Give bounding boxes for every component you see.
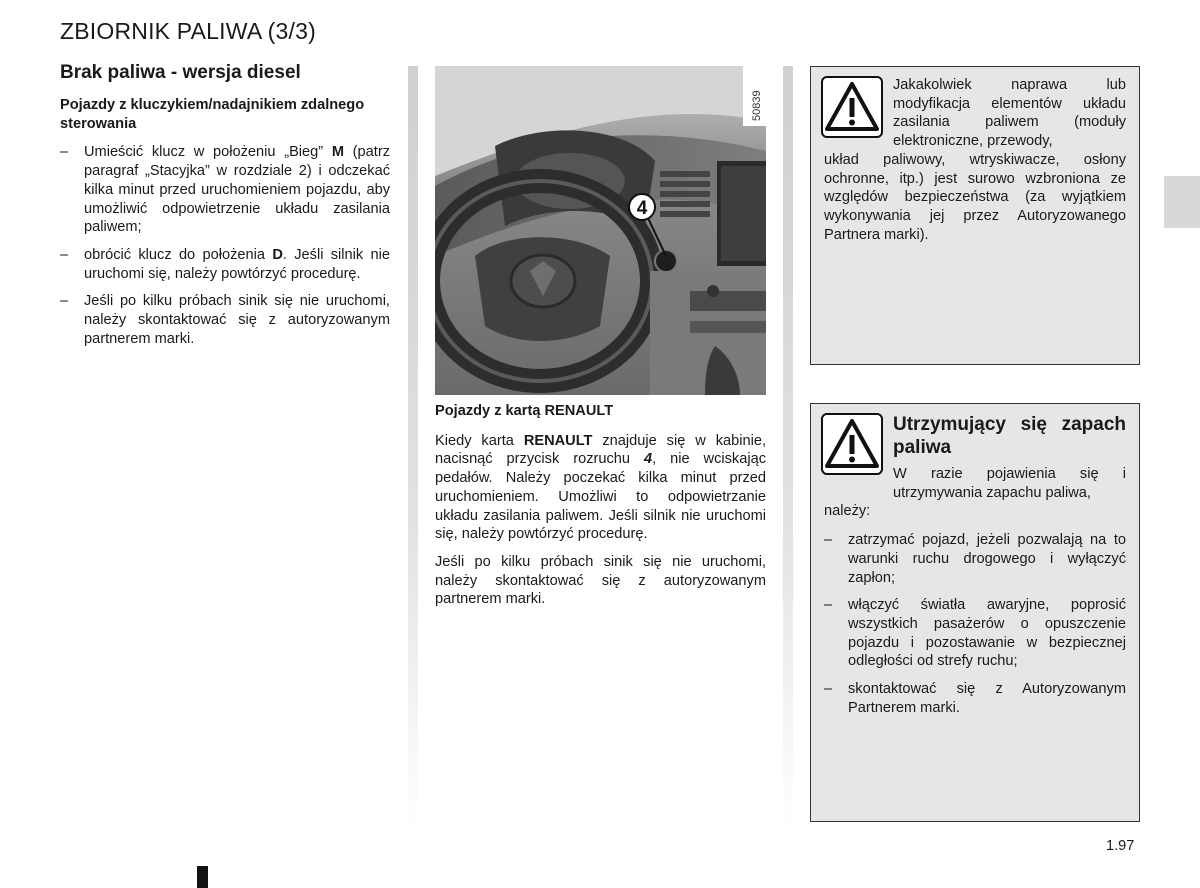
col2-paragraph: Kiedy karta RENAULT znajduje się w kabinie, nacisnąć przycisk rozruchu 4, nie wciskając pedałów. Należy poczekać kilka minut przed uruchomieniem. Umożliwi to odpowietrzanie układu zasilania paliwem. Jeśli silnik nie uruchomi się, należy powtórzyć procedurę. xyxy=(435,432,767,543)
chapter-tab xyxy=(1164,176,1200,228)
callout-label: 4 xyxy=(636,198,648,219)
warning-box-repair xyxy=(810,66,1140,365)
page-number: 1.97 xyxy=(1106,838,1135,854)
list-item: – skontaktować się z Autoryzowanym Partnerem marki. xyxy=(824,680,1126,717)
section-title: Brak paliwa - wersja diesel xyxy=(60,62,301,83)
column-left xyxy=(60,96,390,357)
column-divider xyxy=(408,66,418,826)
col1-step-list xyxy=(60,143,390,348)
column-middle xyxy=(435,402,766,618)
list-item: – Umieścić klucz w położeniu „Bieg” M (patrz paragraf „Stacyjka” w rozdziale 2) i odczekać kilka minut przed uruchomieniem pojazdu, aby umożliwić odpowietrzenie układu zasilania paliwem; xyxy=(60,143,390,237)
column-divider xyxy=(783,66,793,826)
figure-ref-number: 50839 xyxy=(751,90,763,121)
page-title: ZBIORNIK PALIWA (3/3) xyxy=(60,18,316,44)
warning-text: Utrzymujący się zapach paliwa W razie pojawienia się i utrzymywania zapachu paliwa, należy: – zatrzymać pojazd, jeżeli pozwalają na to warunki ruchu drogowego i wyłączyć zapłon; – włączyć światła awaryjne, poprosić wszystkich pasażerów o opuszczenie pojazdu i pozostawanie w bezpiecznej odległości od strefy ruchu; – skontaktować się z Autoryzowanym Partnerem marki. xyxy=(824,413,1126,726)
warning-text: Jakakolwiek naprawa lub modyfikacja elementów układu zasilania paliwem (moduły elektroniczne, przewody, układ paliwowy, wtryskiwacze, osłony ochronne, itp.) jest surowo wzbroniona ze względów bezpieczeństwa (za wyjątkiem wykonywania jej przez Autoryzowanego Partnera marki). xyxy=(824,77,1126,243)
warning-step-list xyxy=(824,531,1126,717)
warning-box-fuel-smell xyxy=(810,403,1140,822)
warning-title: Utrzymujący się zapach paliwa xyxy=(893,414,1126,458)
dashboard-photo xyxy=(435,66,766,395)
col2-paragraph: Jeśli po kilku próbach sinik się nie uruchomi, należy skontaktować się z autoryzowanym partnerem marki. xyxy=(435,553,766,608)
footer-marker xyxy=(197,866,208,888)
col2-subheading: Pojazdy z kartą RENAULT xyxy=(435,403,614,419)
list-item: – Jeśli po kilku próbach sinik się nie uruchomi, należy skontaktować się z autoryzowanym partnerem marki. xyxy=(60,292,390,348)
steering-wheel-photo-icon xyxy=(435,66,766,395)
list-item: – obrócić klucz do położenia D. Jeśli silnik nie uruchomi się, należy powtórzyć procedurę. xyxy=(60,246,390,283)
list-item: – włączyć światła awaryjne, poprosić wszystkich pasażerów o opuszczenie pojazdu i pozostawanie w bezpiecznej odległości od strefy ruchu; xyxy=(824,596,1126,671)
col1-subheading: Pojazdy z kluczykiem/nadajnikiem zdalnego sterowania xyxy=(60,97,365,132)
list-item: – zatrzymać pojazd, jeżeli pozwalają na to warunki ruchu drogowego i wyłączyć zapłon; xyxy=(824,531,1126,587)
